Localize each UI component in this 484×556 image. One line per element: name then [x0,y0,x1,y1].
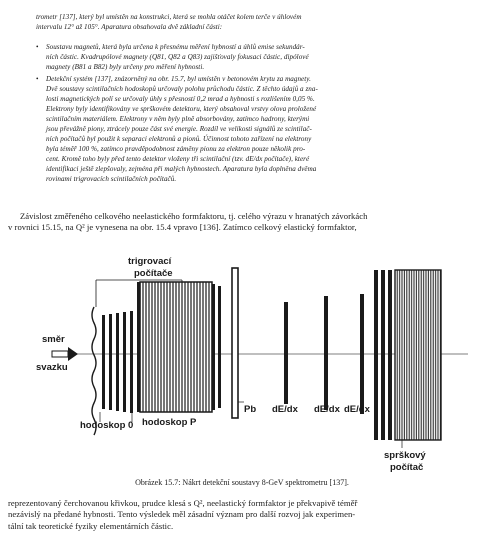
pb-label: Pb [244,404,257,415]
dedx-label: dE/dx [272,404,298,415]
shower-counter-label: sprškový počítač [384,450,426,473]
text-line: magnety (B81 a B82) byly určeny pro měření hybnosti. [46,63,205,71]
text-line: intervalu 12° až 105°. Aparatura obsahovala dvě základní části: [36,23,223,31]
text-line: v rovnici 15.15, na Q² je vynesena na obr. 15.4 vpravo [136]. Zatímco celkový elastický formfaktor, [8,222,357,233]
paragraph [8,498,478,532]
hodoscope-p-frame [218,286,221,408]
hodoscope-p-frame [137,282,140,412]
dedx-counter [324,296,328,410]
trigger-counters-label: trigrovací počítače [128,256,173,279]
text-line: rovinami trigrovacích scintilačních počítačů. [46,175,177,183]
trigger-counter-wavy [92,307,96,435]
hodoscope-p-label: hodoskop P [142,417,197,428]
text-line: Závislost změřeného celkového neelastického formfaktoru, tj. celého výrazu v hranatých závorkách [20,211,368,221]
figure-caption: Obrázek 15.7: Nákrt detekční soustavy 8-GeV spektrometru [137]. [135,478,349,487]
figure-detector-sketch [22,252,470,474]
text-line: • Detekční systém [137], znázorněný na obr. 15.7, byl umístěn v betonovém krytu za magnety. [46,75,311,83]
text-line: nezávislý na předané hybnosti. Tento výsledek měl zásadní význam pro další rozvoj jak experimen- [8,509,356,520]
text-line: jsou převážně piony, ztrácely pouze část své energie. Rozdíl ve velikosti signálů ze scintilač- [46,125,312,133]
text-line: scintilačním materiálem. Elektrony v něm byly plně absorbovány, zatímco hadrony, kterými [46,115,310,123]
text-line: trometr [137], který byl umístěn na konstrukci, která se mohla otáčet kolem terče v úhlovém [36,13,302,21]
detector-diagram [22,252,470,474]
text-line: cent. Kromě toho byly před tento detektor vloženy tři scintilační (tzv. dE/dx počítače), které [46,155,310,163]
text-line: ních počítačů byl použit k separaci elektronů a pionů. Účinnost tohoto zařízení na elektrony [46,135,312,143]
paragraph [8,211,478,234]
bullet-item-detector [46,74,476,184]
hodoscope-0-label: hodoskop 0 [80,420,134,431]
dedx-label: dE/dx [344,404,370,415]
text-line: losti magnetických polí se určovaly úhly s přesností 0,2 mrad a hybnosti s rozlišením 0,05 %. [46,95,315,103]
text-line: reprezentovaný čerchovanou křivkou, prudce klesá s Q², neelastický formfaktor je překvapivě téměř [8,498,358,508]
lead-converter [232,268,238,418]
dedx-counter [360,294,364,414]
shower-counter [374,270,441,440]
text-line: tální tak teoretické fyziky elementárních částic. [8,520,174,531]
text-line: ních částic. Kvadrupólové magnety (Q81, Q82 a Q83) zajišťovaly fokusaci částic, dipólové [46,53,309,61]
text-line: byla téměř 100 %, zatímco pravděpodobnost záměny pionu za elektron pouze několik pro- [46,145,306,153]
dedx-counter [284,302,288,404]
dedx-label: dE/dx [314,404,340,415]
beam-direction-arrow [52,347,78,361]
hodoscope-p [140,282,212,412]
text-line: identifikaci ještě zlepšovaly, zejména při malých hybnostech. Aparatura byla doplněna dvěma [46,165,317,173]
hodoscope-0 [102,311,133,413]
text-line: Elektrony byly identifikovány ve sprškovém detektoru, který obsahoval vrstvy olova proložené [46,105,317,113]
bullet-list [46,42,476,186]
hodoscope-p-frame [212,284,215,410]
text-line: Dvě soustavy scintilačních hodoskopů určovaly polohu průchodu částic. Z těchto údajů a zna- [46,85,318,93]
bullet-item-magnets [46,42,476,72]
beam-label: směr svazku [36,334,68,373]
text-line: • Soustavu magnetů, která byla určena k přesnému měření hybností a úhlů emise sekundár- [46,43,305,51]
intro-paragraph [36,12,476,32]
